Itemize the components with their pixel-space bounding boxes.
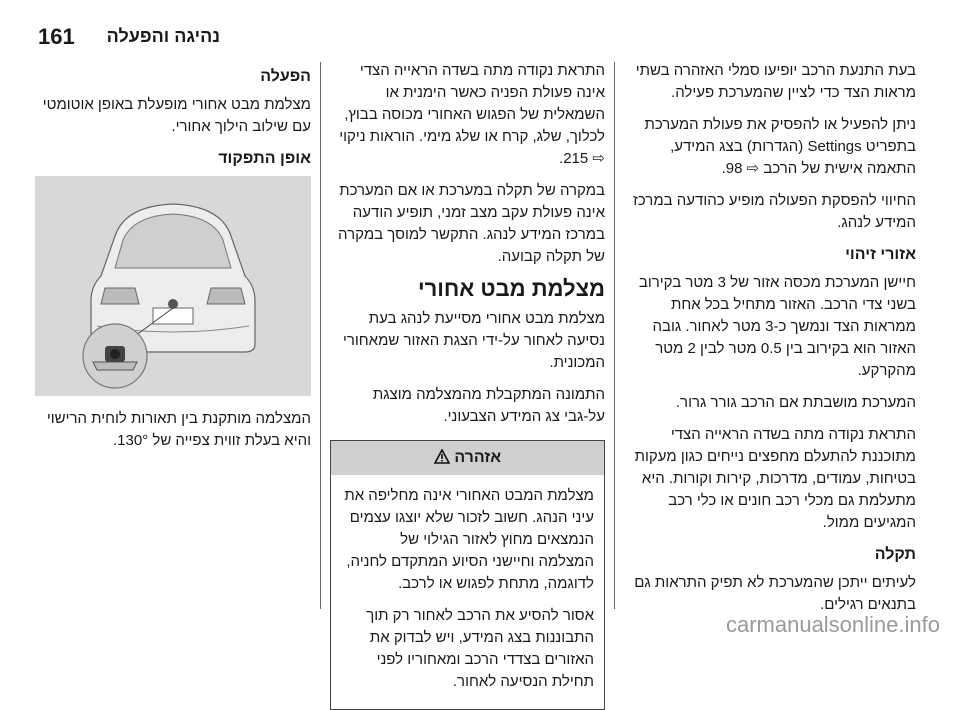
paragraph: מצלמת מבט אחורי מסייעת לנהג בעת נסיעה לאחור על-ידי הצגת האזור שמאחורי המכונית. bbox=[343, 310, 605, 371]
paragraph: לעיתים ייתכן שהמערכת לא תפיק התראות גם בתנאים רגילים. bbox=[634, 574, 916, 613]
page-header bbox=[0, 0, 960, 50]
paragraph: מצלמת מבט אחורי מופעלת באופן אוטומטי עם שילוב הילוך אחורי. bbox=[42, 96, 311, 135]
chapter-title: נהיגה והפעלה bbox=[106, 26, 220, 46]
warning-paragraph: מצלמת המבט האחורי אינה מחליפה את עיני הנהג. חשוב לזכור שלא יוצגו עצמים הנמצאים מחוץ לאזור הגילוי של המצלמה וחיישני הסיוע המתקדם לחניה, לדוגמה, מתחת לפגוש או לרכב. bbox=[344, 487, 594, 592]
section-heading-activation: הפעלה bbox=[260, 68, 311, 85]
middle-column bbox=[330, 60, 605, 710]
car-rear-illustration bbox=[35, 176, 311, 396]
warning-box bbox=[330, 440, 605, 710]
warning-triangle-icon bbox=[434, 449, 450, 464]
warning-body bbox=[331, 475, 604, 709]
warning-title: אזהרה bbox=[454, 449, 502, 466]
paragraph: התראת נקודה מתה בשדה הראייה הצדי אינה פעולת הפניה כאשר הימנית או השמאלית של הפגוש האחורי מכוסה בבוץ, לכלוך, שלג, קרח או שלג מימי. הוראות ניקוי ⇨ 215. bbox=[339, 62, 605, 167]
watermark: carmanualsonline.info bbox=[725, 612, 940, 637]
paragraph: חיישן המערכת מכסה אזור של 3 מטר בקירוב בשני צדי הרכב. האזור מתחיל בכל אחת ממראות הצד ונמשך כ-3 מטר לאחור. גובה האזור הוא בקירוב בין 0.5 מטר לבין 2 מטר מהקרקע. bbox=[638, 274, 916, 379]
section-heading-operation: אופן התפקוד bbox=[218, 150, 311, 167]
column-divider-right bbox=[614, 62, 615, 609]
paragraph: במקרה של תקלה במערכת או אם המערכת אינה פעולת עקב מצב זמני, תופיע הודעה במרכז המידע לנהג. התקשר למוסך במקרה של תקלה קבועה. bbox=[338, 182, 605, 265]
warning-paragraph: אסור להסיע את הרכב לאחור רק תוך התבוננות בצג המידע, ויש לבדוק את האזורים בצדדי הרכב ומאחוריו לפני תחילת הנסיעה לאחור. bbox=[366, 607, 594, 690]
paragraph: בעת התנעת הרכב יופיעו סמלי האזהרה בשתי מראות הצד כדי לציין שהמערכת פעילה. bbox=[635, 62, 916, 101]
paragraph: התראת נקודה מתה בשדה הראייה הצדי מתוכננת להתעלם מחפצים נייחים כגון מעקות בטיחות, עמודים, מדרכות, קירות וקורות. היא מתעלמת גם מכלי רכב חונים או כלי רכב המגיעים ממול. bbox=[634, 426, 916, 531]
left-column bbox=[35, 60, 311, 462]
paragraph: החיווי להפסקת הפעולה מופיע כהודעה במרכז המידע לנהג. bbox=[633, 192, 916, 231]
paragraph: ניתן להפעיל או להפסיק את פעולת המערכת בתפריט Settings (הגדרות) בצג המידע, התאמה אישית של הרכב ⇨ 98. bbox=[644, 116, 916, 177]
paragraph: המצלמה מותקנת בין תאורות לוחית הרישוי והיא בעלת זווית צפייה של 130°. bbox=[46, 410, 311, 449]
column-divider-left bbox=[320, 62, 321, 609]
rear-camera-figure bbox=[35, 176, 311, 396]
warning-header bbox=[331, 441, 604, 475]
paragraph: התמונה המתקבלת מהמצלמה מוצגת על-גבי צג המידע הצבעוני. bbox=[372, 386, 605, 425]
paragraph: המערכת מושבתת אם הרכב גורר גרור. bbox=[675, 394, 916, 411]
section-heading-rear-camera: מצלמת מבט אחורי bbox=[417, 276, 605, 301]
section-heading-detection-zones: אזורי זיהוי bbox=[845, 246, 916, 263]
right-column bbox=[623, 60, 916, 626]
section-heading-fault: תקלה bbox=[874, 546, 916, 563]
page-number: 161 bbox=[38, 24, 75, 49]
